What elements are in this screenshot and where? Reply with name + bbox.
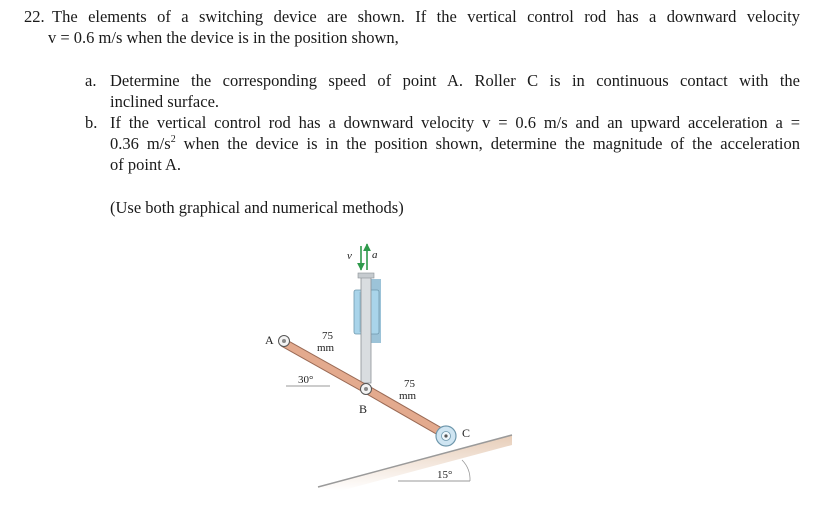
point-b-label: B: [359, 402, 368, 416]
pin-a-center: [282, 339, 286, 343]
part-b-line-2-rest: when the device is in the position shown, determine the magnitude of the acceleration: [175, 134, 800, 153]
problem-number: 22.: [24, 7, 45, 26]
velocity-label: v: [347, 250, 352, 262]
roller-c-center: [444, 434, 447, 437]
part-a-line-2: inclined surface.: [110, 92, 220, 111]
pin-b-center: [364, 387, 368, 391]
dim-ab-unit: mm: [317, 342, 335, 354]
dim-ab-value: 75: [322, 330, 333, 342]
problem-statement-line-2: v = 0.6 m/s when the device is in the position shown,: [48, 28, 399, 47]
control-rod-top: [358, 273, 374, 278]
part-b-accel-exponent: 2: [170, 133, 176, 145]
control-rod: [361, 276, 371, 383]
point-a-label: A: [265, 333, 274, 347]
angle-ab-label: 30°: [298, 374, 314, 386]
point-c-label: C: [462, 426, 471, 440]
part-b-line-3: of point A.: [110, 155, 182, 174]
part-b-label: b.: [85, 113, 98, 132]
problem-statement-line-1: The elements of a switching device are shown. If the vertical control rod has a downward velocity: [52, 7, 800, 26]
method-note: (Use both graphical and numerical methods): [110, 198, 404, 217]
incline-angle-arc: [462, 460, 470, 481]
dim-bc-value: 75: [404, 378, 415, 390]
part-b-line-1: If the vertical control rod has a downward velocity v = 0.6 m/s and an upward acceleration a =: [110, 113, 800, 132]
dim-bc-unit: mm: [399, 390, 417, 402]
part-b-accel-value: 0.36 m/s: [110, 134, 171, 153]
inclined-surface-line: [318, 435, 512, 487]
acceleration-label: a: [372, 249, 378, 261]
angle-incline-label: 15°: [437, 469, 453, 481]
part-a-label: a.: [85, 71, 97, 90]
part-a-line-1: Determine the corresponding speed of point A. Roller C is in continuous contact with the: [110, 71, 800, 90]
